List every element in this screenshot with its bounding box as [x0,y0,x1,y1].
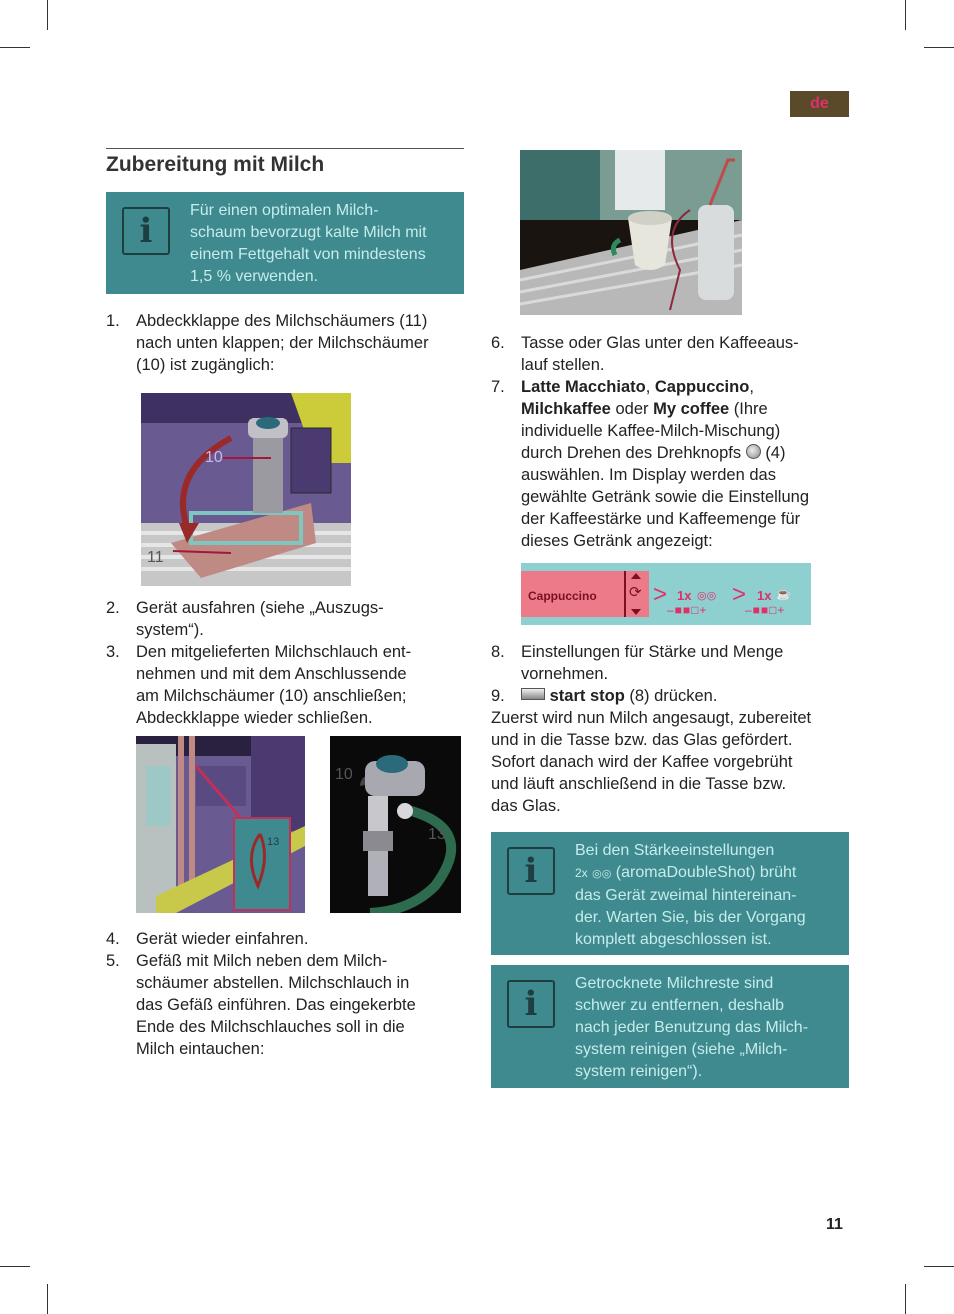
figure-label-10: 10 [205,449,223,466]
knob-icon [746,444,761,459]
crop-mark [0,1266,30,1267]
figure-label-13: 13 [267,836,280,848]
arrow-up-icon [631,573,641,579]
strength-quantity: 1x [677,588,692,603]
volume-scale: –■■□+ [745,603,786,617]
beans-icon: ◎◎ [697,590,717,602]
start-stop-button-icon [521,688,545,700]
rotate-icon: ⟳ [629,584,642,601]
arrow-down-icon [631,609,641,615]
cup-icon: ☕ [776,587,791,601]
figure-milk-frother-flap [141,393,351,586]
display-screen [521,563,811,625]
strength-scale: –■■□+ [667,603,708,617]
figure-cup-and-glass [520,150,742,315]
beans-icon: ◎◎ [592,868,612,880]
crop-mark [924,47,954,48]
display-drink-name: Cappuccino [528,589,597,603]
info-line: einem Fettgehalt von mindestens [190,246,426,263]
crop-mark [905,1284,906,1314]
info-box-cleaning: i Getrocknete Milchreste sind schwer zu entfernen, deshalb nach jeder Benutzung das Milch- system reinigen (siehe „Milch- system reinigen“). [491,965,849,1088]
figure-label-13: 13 [428,826,446,843]
crop-mark [47,1284,48,1314]
language-badge: de [790,91,849,117]
chevron-right-icon: > [653,581,668,608]
chevron-right-icon: > [732,581,747,608]
figure-label-11: 11 [147,549,164,566]
crop-mark [905,0,906,30]
info-icon: i [122,207,170,255]
info-box-milk [106,192,464,294]
info-line: schaum bevorzugt kalte Milch mit [190,224,427,241]
figure-label-10: 10 [335,766,353,783]
info-line: Für einen optimalen Milch- [190,202,379,219]
info-icon: i [507,847,555,895]
figure-frother-hose [330,736,461,913]
crop-mark [47,0,48,30]
info-box-strength: i Bei den Stärkeeinstellungen 2x ◎◎ (aromaDoubleShot) brüht das Gerät zweimal hintereinan- der. Warten Sie, bis der Vorgang komplett abgeschlossen ist. [491,832,849,955]
display-scroll-bar [624,571,649,617]
figure-hose-attach [136,736,305,913]
page-number: 11 [826,1216,843,1233]
section-title: Zubereitung mit Milch [106,148,464,177]
crop-mark [0,47,30,48]
crop-mark [924,1266,954,1267]
process-description: Zuerst wird nun Milch angesaugt, zubereitet und in die Tasse bzw. das Glas gefördert. Sofort danach wird der Kaffee vorgebrüht und läuft anschließend in die Tasse bzw. das Glas. [491,709,812,815]
volume-quantity: 1x [757,588,772,603]
info-icon: i [507,980,555,1028]
info-line: 1,5 % verwenden. [190,268,319,285]
